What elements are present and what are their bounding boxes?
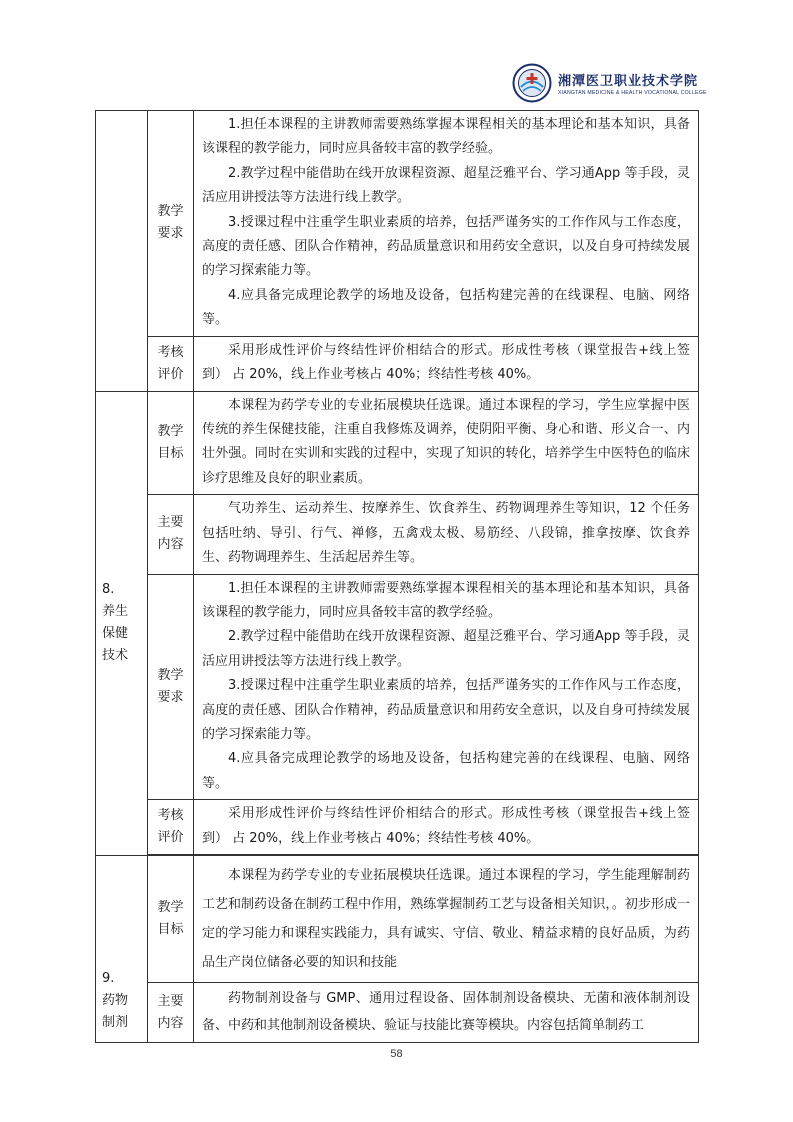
course-name-cell-empty xyxy=(96,111,148,392)
college-logo xyxy=(512,62,762,104)
college-name-english: XIANGTAN MEDICINE & HEALTH VOCATIONAL COLLEGE xyxy=(558,90,707,96)
teaching-requirements-content: 1.担任本课程的主讲教师需要熟练掌握本课程相关的基本理论和基本知识，具备该课程的教学能力，同时应具备较丰富的教学经验。 2.教学过程中能借助在线开放课程资源、超星泛雅平台、学习通App 等手段，灵活应用讲授法等方法进行线上教学。 3.授课过程中注重学生职业素质的培养，包括严谨务实的工作作风与工作态度，高度的责任感、团队合作精神，药品质量意识和用药安全意识，以及自身可持续发展的学习探索能力等。 4.应具备完成理论教学的场地及设备，包括构建完善的在线课程、电脑、网络等。 xyxy=(194,574,699,800)
curriculum-table xyxy=(95,110,699,1043)
table-row xyxy=(96,336,699,391)
course-name-9: 9. 药物 制剂 xyxy=(96,856,148,1043)
table-row xyxy=(96,495,699,574)
college-emblem-icon xyxy=(512,63,552,103)
teaching-objectives-content: 本课程为药学专业的专业拓展模块任选课。通过本课程的学习，学生应掌握中医传统的养生保健技能，注重自我修炼及调养，使阴阳平衡、身心和谐、形义合一、内壮外强。同时在实训和实践的过程中，实现了知识的转化，培养学生中医特色的临床诊疗思维及良好的职业素质。 xyxy=(194,391,699,495)
table-row xyxy=(96,391,699,495)
table-row xyxy=(96,856,699,983)
main-content-label: 主要 内容 xyxy=(148,983,194,1043)
table-row xyxy=(96,800,699,855)
main-content-text: 药物制剂设备与 GMP、通用过程设备、固体制剂设备模块、无菌和液体制剂设备、中药和其他制剂设备模块、验证与技能比赛等模块。内容包括简单制药工 xyxy=(194,983,699,1043)
teaching-objectives-label: 教学 目标 xyxy=(148,391,194,495)
page-number: 58 xyxy=(390,1048,403,1060)
course-name-8: 8. 养生 保健 技术 xyxy=(96,391,148,856)
teaching-requirements-content: 1.担任本课程的主讲教师需要熟练掌握本课程相关的基本理论和基本知识，具备该课程的教学能力，同时应具备较丰富的教学经验。 2.教学过程中能借助在线开放课程资源、超星泛雅平台、学习通App 等手段，灵活应用讲授法等方法进行线上教学。 3.授课过程中注重学生职业素质的培养，包括严谨务实的工作作风与工作态度，高度的责任感、团队合作精神，药品质量意识和用药安全意识，以及自身可持续发展的学习探索能力等。 4.应具备完成理论教学的场地及设备，包括构建完善的在线课程、电脑、网络等。 xyxy=(194,111,699,337)
assessment-content: 采用形成性评价与终结性评价相结合的形式。形成性考核（课堂报告+线上签到） 占 20%，线上作业考核占 40%；终结性考核 40%。 xyxy=(194,336,699,391)
teaching-requirements-label: 教学 要求 xyxy=(148,574,194,800)
assessment-label: 考核 评价 xyxy=(148,336,194,391)
main-content-text: 气功养生、运动养生、按摩养生、饮食养生、药物调理养生等知识，12 个任务包括吐纳、导引、行气、禅修，五禽戏太极、易筋经、八段锦，推拿按摩、饮食养生、药物调理养生、生活起居养生等。 xyxy=(194,495,699,574)
table-row xyxy=(96,574,699,800)
table-row xyxy=(96,111,699,337)
assessment-content: 采用形成性评价与终结性评价相结合的形式。形成性考核（课堂报告+线上签到） 占 20%，线上作业考核占 40%；终结性考核 40%。 xyxy=(194,800,699,855)
teaching-requirements-label: 教学 要求 xyxy=(148,111,194,337)
college-name-chinese: 湘潭医卫职业技术学院 xyxy=(558,74,699,89)
main-content-label: 主要 内容 xyxy=(148,495,194,574)
table-row xyxy=(96,983,699,1043)
assessment-label: 考核 评价 xyxy=(148,800,194,855)
teaching-objectives-content: 本课程为药学专业的专业拓展模块任选课。通过本课程的学习，学生能理解制药工艺和制药设备在制药工程中作用，熟练掌握制药工艺与设备相关知识，。初步形成一定的学习能力和课程实践能力，具有诚实、守信、敬业、精益求精的良好品质，为药品生产岗位储备必要的知识和技能 xyxy=(194,856,699,983)
teaching-objectives-label: 教学 目标 xyxy=(148,856,194,983)
